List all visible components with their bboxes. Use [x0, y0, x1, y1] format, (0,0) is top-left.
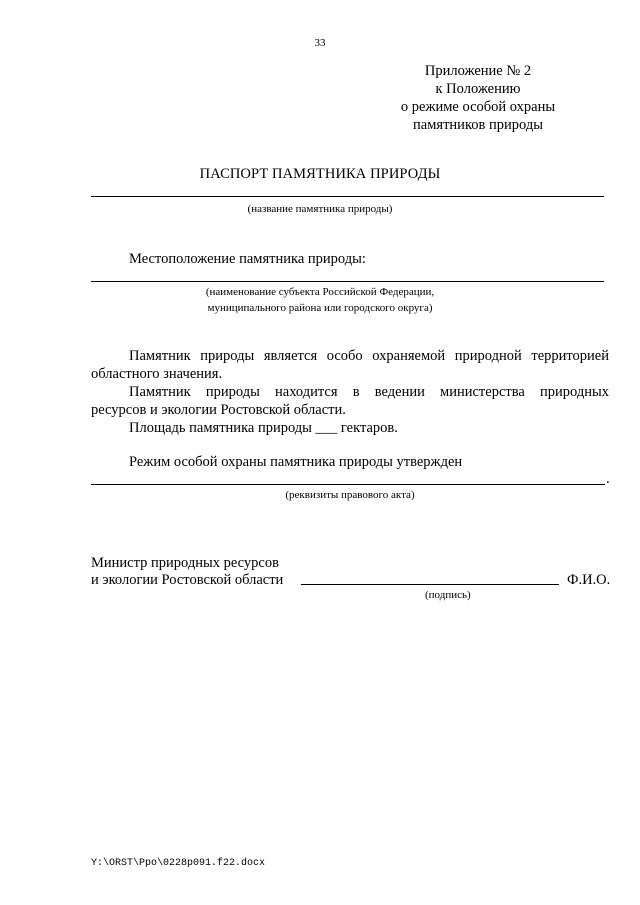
- file-path-footer: Y:\ORST\Ppo\0228p091.f22.docx: [91, 858, 266, 869]
- name-caption: (название памятника природы): [247, 203, 393, 215]
- location-caption-line: муниципального района или городского округа): [207, 302, 433, 314]
- page-number: 33: [314, 37, 326, 49]
- act-fill-line: [91, 484, 605, 485]
- location-caption: [0, 284, 640, 316]
- document-title: ПАСПОРТ ПАМЯТНИКА ПРИРОДЫ: [199, 166, 441, 182]
- line-end-period: .: [606, 471, 610, 487]
- paragraph-4: Режим особой охраны памятника природы утвержден: [129, 454, 463, 470]
- name-fill-line: [91, 196, 604, 197]
- appendix-header: [348, 62, 608, 134]
- appendix-line: памятников природы: [413, 117, 543, 133]
- location-fill-line: [91, 281, 604, 282]
- paragraph-2-line-1: Памятник природы находится в ведении министерства природных: [129, 384, 609, 400]
- signature-title-line-2: и экологии Ростовской области: [91, 572, 284, 588]
- paragraph-1-line-1: Памятник природы является особо охраняемой природной территорией: [129, 348, 609, 364]
- location-caption-line: (наименование субъекта Российской Федерации,: [205, 286, 435, 298]
- location-label: Местоположение памятника природы:: [129, 251, 366, 267]
- signature-name: Ф.И.О.: [567, 572, 611, 588]
- signature-caption: (подпись): [425, 589, 471, 601]
- signature-title-line-1: Министр природных ресурсов: [91, 555, 279, 571]
- appendix-line: о режиме особой охраны: [400, 99, 556, 115]
- paragraph-2-line-2: ресурсов и экологии Ростовской области.: [91, 402, 346, 418]
- appendix-line: к Положению: [435, 81, 521, 97]
- paragraph-3: Площадь памятника природы ___ гектаров.: [129, 420, 398, 436]
- signature-fill-line: [301, 584, 559, 585]
- appendix-line: Приложение № 2: [424, 63, 532, 79]
- paragraph-1-line-2: областного значения.: [91, 366, 223, 382]
- act-caption: (реквизиты правового акта): [285, 489, 415, 501]
